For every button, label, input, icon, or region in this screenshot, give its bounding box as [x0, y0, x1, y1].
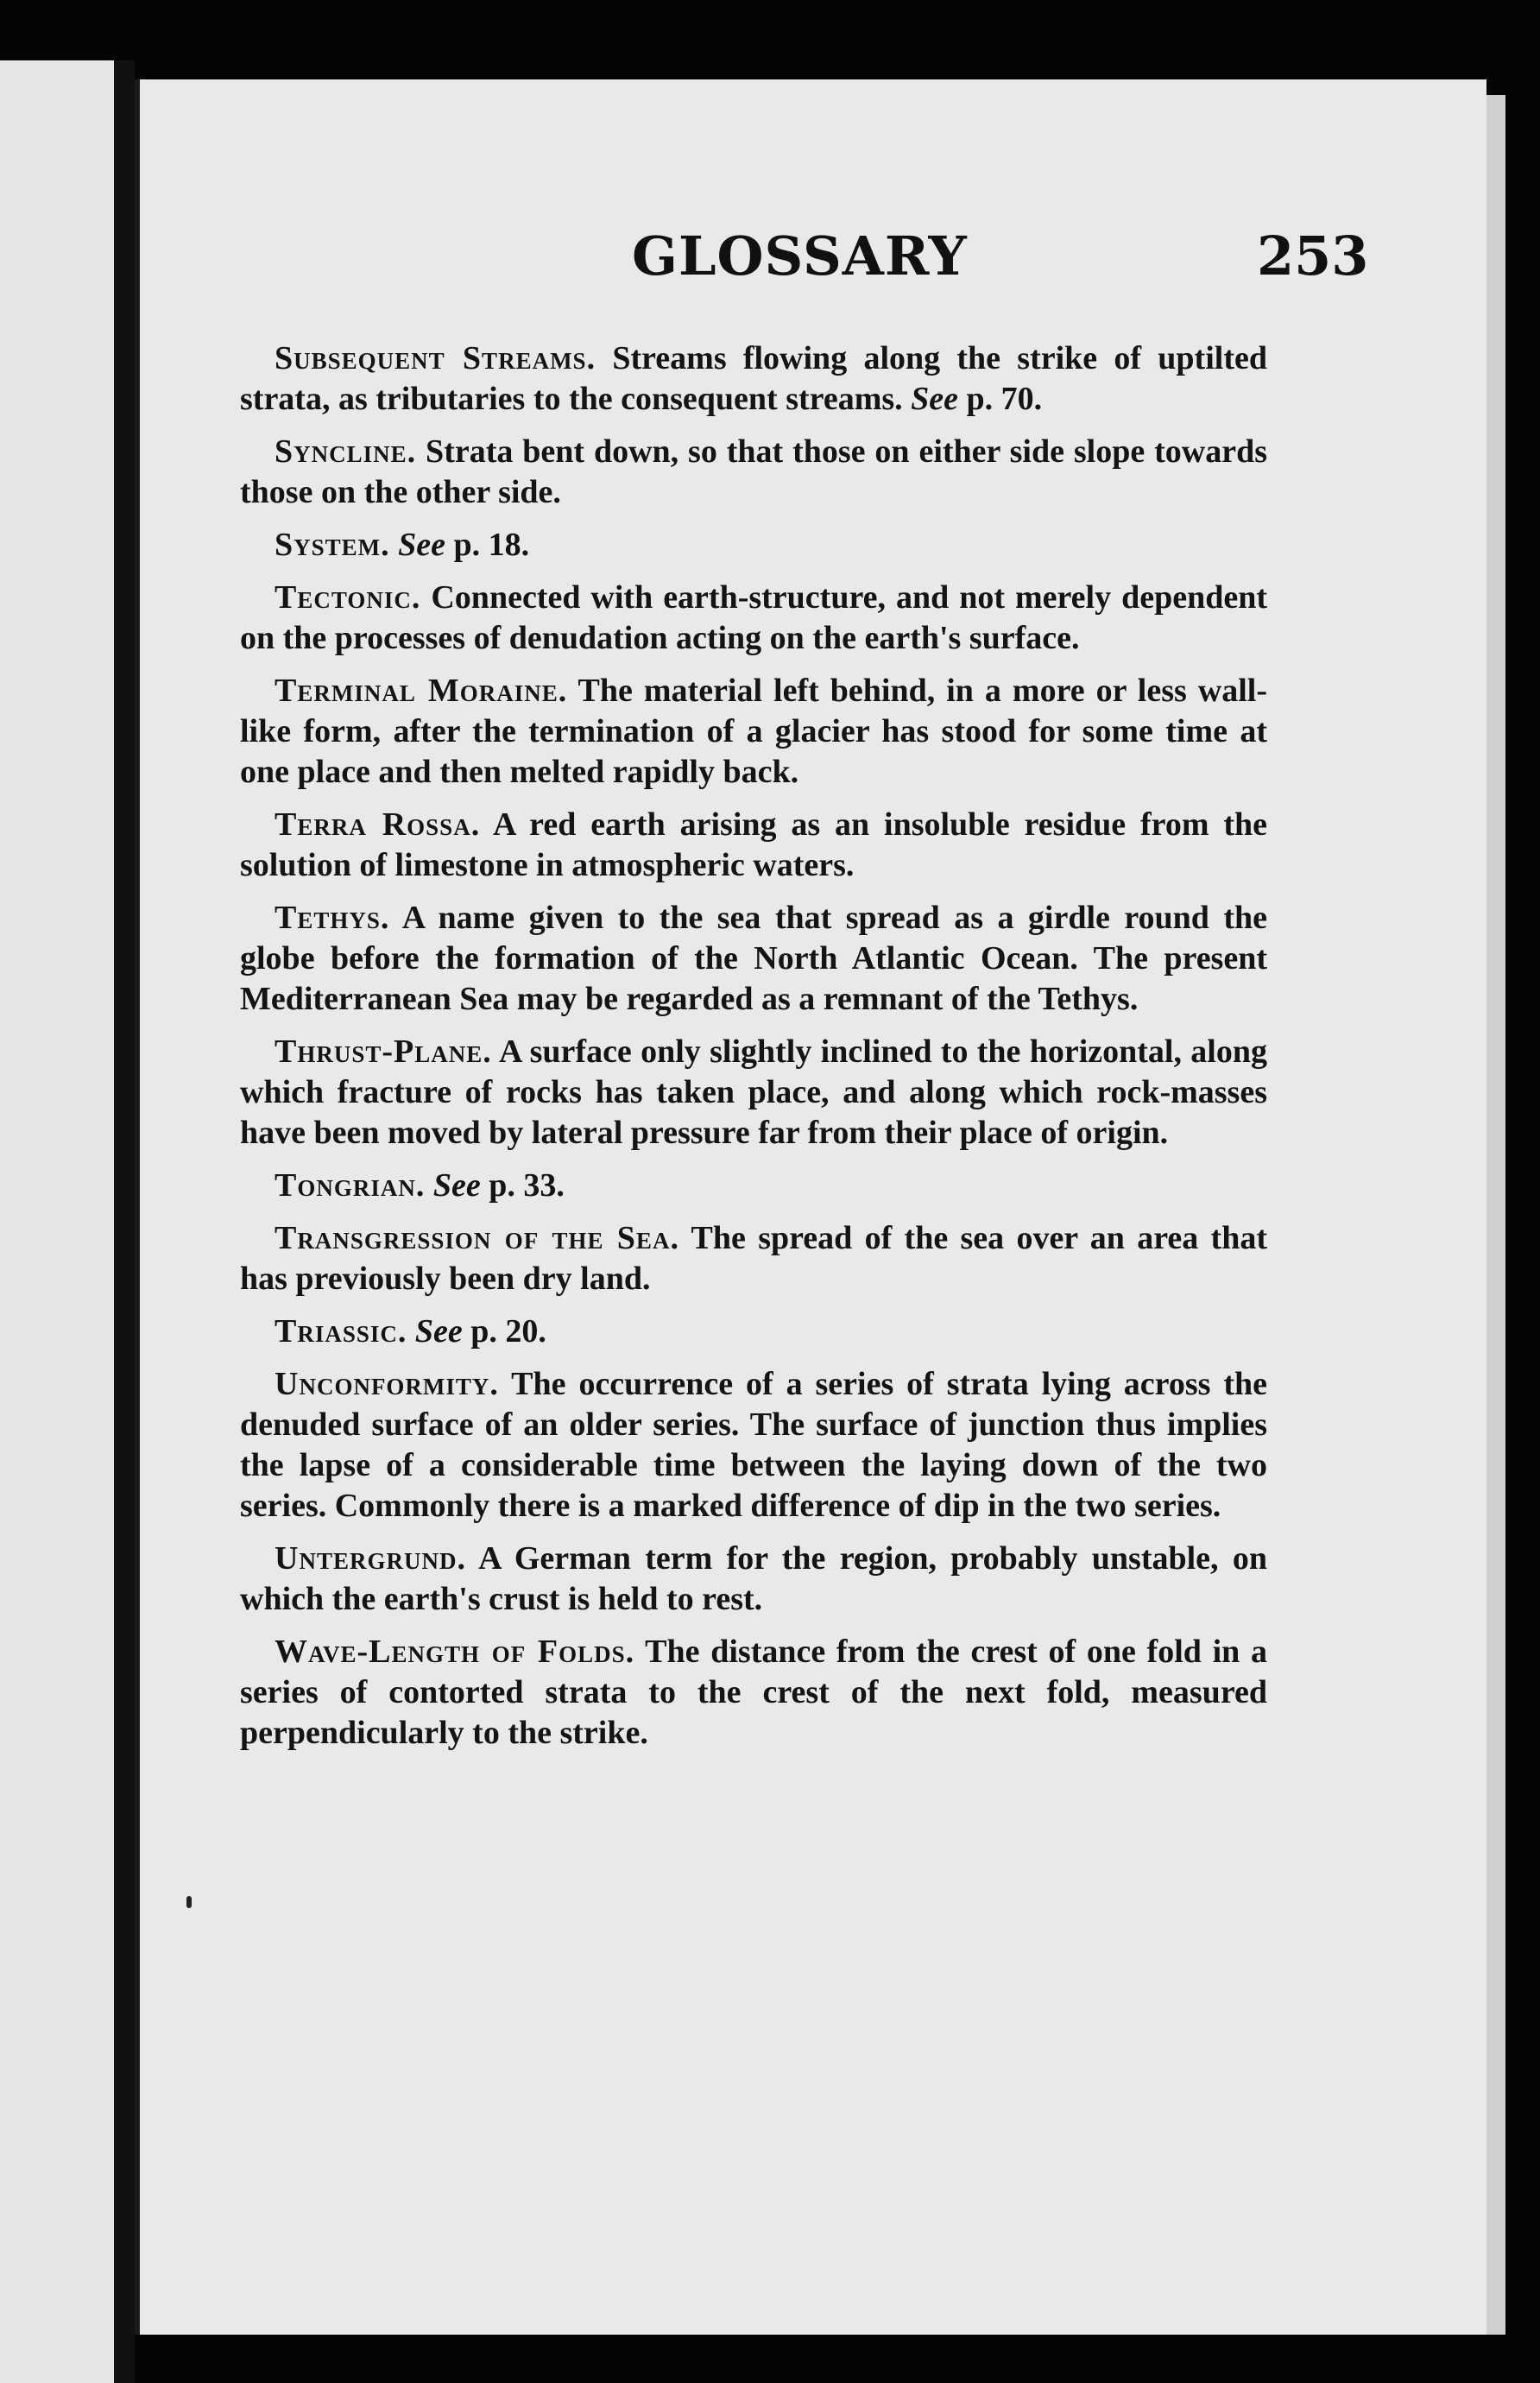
- scan-speck: [186, 1896, 192, 1908]
- glossary-term: Terminal Moraine.: [275, 673, 568, 709]
- glossary-term: Terra Rossa.: [275, 806, 481, 843]
- glossary-term: Tongrian.: [275, 1167, 426, 1204]
- glossary-entry: [240, 1218, 1267, 1299]
- glossary-entries: [240, 338, 1267, 1766]
- glossary-definition: [390, 527, 399, 563]
- see-reference-label: See: [911, 381, 959, 417]
- glossary-entry: [240, 1364, 1267, 1527]
- glossary-definition: A name given to the sea that spread as a girdle round the globe before the formation of the North Atlantic Ocean. The present Mediterranean Sea may be regarded as a remnant of the Tethys.: [240, 900, 1267, 1017]
- glossary-entry: [240, 1632, 1267, 1754]
- book-gutter: [114, 60, 135, 2383]
- glossary-definition: Connected with earth-structure, and not merely dependent on the processes of denudation acting on the earth's surface.: [240, 579, 1267, 656]
- glossary-definition: [407, 1313, 415, 1350]
- glossary-term: Transgression of the Sea.: [275, 1220, 679, 1256]
- page-reference: p. 18.: [445, 527, 530, 563]
- glossary-entry: [240, 1312, 1267, 1352]
- glossary-definition: Streams flowing along the strike of uptilted strata, as tributaries to the consequent streams.: [240, 340, 1267, 417]
- glossary-term: Tethys.: [275, 900, 390, 936]
- glossary-term: Tectonic.: [275, 579, 421, 616]
- glossary-definition: The material left behind, in a more or less wall-like form, after the termination of a glacier has stood for some time at one place and then melted rapidly back.: [240, 673, 1267, 790]
- glossary-entry: [240, 338, 1267, 420]
- facing-page-edge: [0, 60, 114, 2383]
- glossary-term: Untergrund.: [275, 1540, 466, 1577]
- glossary-term: Subsequent Streams.: [275, 340, 596, 376]
- glossary-term: Syncline.: [275, 433, 417, 470]
- running-header: [140, 224, 1486, 311]
- glossary-definition: [425, 1167, 433, 1204]
- glossary-entry: [240, 578, 1267, 659]
- glossary-term: Unconformity.: [275, 1366, 499, 1402]
- page-number: 253: [1257, 224, 1369, 288]
- glossary-definition: A red earth arising as an insoluble residue from the solution of limestone in atmospheric waters.: [240, 806, 1268, 883]
- glossary-term: System.: [275, 527, 390, 563]
- glossary-definition: The occurrence of a series of strata lying across the denuded surface of an older series. The surface of junction thus implies the lapse of a considerable time between the laying down of the two series. Commonly there is a marked difference of dip in the two series.: [240, 1366, 1267, 1524]
- glossary-definition: A German term for the region, probably unstable, on which the earth's crust is held to rest.: [240, 1540, 1267, 1617]
- book-page: [135, 79, 1486, 2335]
- glossary-term: Thrust-Plane.: [275, 1033, 492, 1070]
- glossary-entry: [240, 1166, 1267, 1206]
- see-reference-label: See: [414, 1313, 463, 1350]
- running-title: GLOSSARY: [632, 224, 968, 288]
- see-reference-label: See: [432, 1167, 481, 1204]
- glossary-definition: Strata bent down, so that those on either side slope towards those on the other side.: [240, 433, 1267, 510]
- glossary-entry: [240, 898, 1267, 1020]
- glossary-entry: [240, 432, 1267, 513]
- page-reference: p. 20.: [462, 1313, 546, 1350]
- glossary-entry: [240, 525, 1267, 566]
- glossary-entry: [240, 1539, 1267, 1620]
- glossary-definition: The spread of the sea over an area that has previously been dry land.: [240, 1220, 1267, 1297]
- glossary-term: Triassic.: [275, 1313, 407, 1350]
- glossary-entry: [240, 805, 1267, 886]
- glossary-definition: A surface only slightly inclined to the horizontal, along which fracture of rocks has taken place, and along which rock-masses have been moved by lateral pressure far from their place of origin.: [240, 1033, 1267, 1151]
- glossary-entry: [240, 671, 1267, 793]
- glossary-entry: [240, 1032, 1267, 1154]
- page-reference: p. 70.: [958, 381, 1043, 417]
- glossary-definition: The distance from the crest of one fold in a series of contorted strata to the crest of the next fold, measured perpendicularly to the strike.: [240, 1634, 1267, 1751]
- glossary-term: Wave-Length of Folds.: [275, 1634, 635, 1670]
- page-reference: p. 33.: [480, 1167, 565, 1204]
- see-reference-label: See: [398, 527, 446, 563]
